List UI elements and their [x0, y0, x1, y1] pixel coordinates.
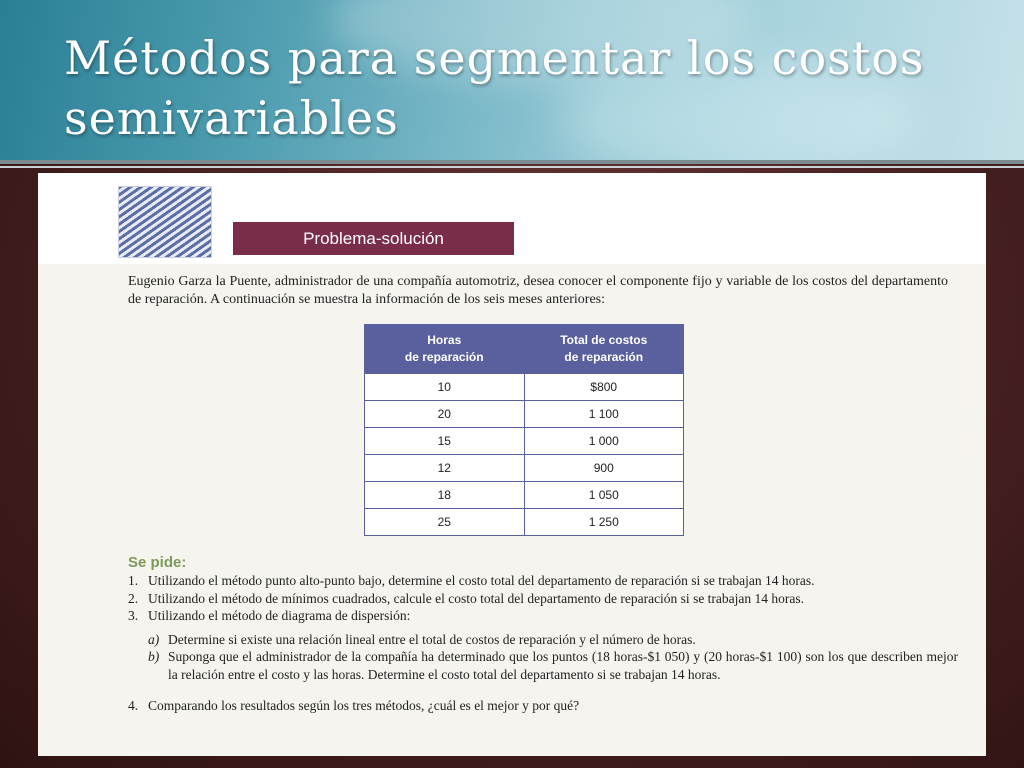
header-divider	[0, 160, 1024, 164]
cost-cell: $800	[524, 374, 684, 401]
item-number: 4.	[128, 698, 139, 713]
hours-cell: 12	[365, 455, 525, 482]
list-item	[128, 697, 958, 715]
list-item	[128, 572, 958, 590]
item-text: Comparando los resultados según los tres métodos, ¿cuál es el mejor y por qué?	[148, 698, 580, 713]
header-line: de reparación	[404, 350, 484, 364]
hours-cell: 20	[365, 401, 525, 428]
sub-item-text: Determine si existe una relación lineal entre el total de costos de reparación y el número de horas.	[168, 631, 696, 647]
list-item	[128, 607, 958, 625]
problem-intro: Eugenio Garza la Puente, administrador de una compañía automotriz, desea conocer el componente fijo y variable de los costos del departamento de reparación. A continuación se muestra la información de los seis meses anteriores:	[128, 274, 948, 307]
cost-cell: 1 050	[524, 482, 684, 509]
item-number: 2.	[128, 590, 139, 606]
slide-header	[0, 0, 1024, 160]
se-pide-heading: Se pide:	[128, 554, 187, 571]
repair-data-table	[364, 324, 684, 536]
item-text: Utilizando el método de mínimos cuadrados, calcule el costo total del departamento de reparación si se trabajan 14 horas.	[148, 590, 805, 606]
table-row	[365, 482, 684, 509]
list-item	[128, 590, 958, 608]
sub-item-letter: a)	[148, 631, 160, 647]
sub-item	[128, 631, 958, 649]
header-line: Total de costos	[560, 333, 648, 347]
header-divider	[0, 166, 1024, 168]
striped-logo-icon	[118, 186, 212, 258]
header-line: Horas	[427, 333, 462, 347]
table-header-row	[365, 325, 684, 374]
table-row	[365, 509, 684, 536]
table-row	[365, 374, 684, 401]
cost-cell: 1 100	[524, 401, 684, 428]
sub-item-text: Suponga que el administrador de la compañía ha determinado que los puntos (18 horas-$1 050) y (20 horas-$1 100) son los que describen mejor la relación entre el costo y las horas. Determine el costo total del departamento si se trabajan 14 horas.	[168, 649, 958, 682]
cost-cell: 900	[524, 455, 684, 482]
hours-cell: 25	[365, 509, 525, 536]
item-number: 3.	[128, 608, 139, 623]
problema-solucion-banner: Problema-solución	[233, 222, 514, 255]
sub-item-letter: b)	[148, 649, 160, 664]
hours-cell: 18	[365, 482, 525, 509]
sub-item	[128, 648, 958, 683]
cost-cell: 1 000	[524, 428, 684, 455]
question-list	[128, 572, 958, 715]
cost-cell: 1 250	[524, 509, 684, 536]
table-row	[365, 401, 684, 428]
item-text: Utilizando el método punto alto-punto bajo, determine el costo total del departamento de reparación si se trabajan 14 horas.	[148, 573, 815, 588]
slide-title: Métodos para segmentar los costos semivariables	[64, 31, 925, 145]
item-text: Utilizando el método de diagrama de dispersión:	[148, 608, 411, 623]
header-line: de reparación	[564, 350, 644, 364]
table-row	[365, 455, 684, 482]
document-header	[38, 173, 986, 264]
hours-header	[365, 325, 525, 374]
table-row	[365, 428, 684, 455]
document-image	[38, 173, 986, 756]
hours-cell: 10	[365, 374, 525, 401]
hours-cell: 15	[365, 428, 525, 455]
cost-header	[524, 325, 684, 374]
item-number: 1.	[128, 573, 139, 588]
